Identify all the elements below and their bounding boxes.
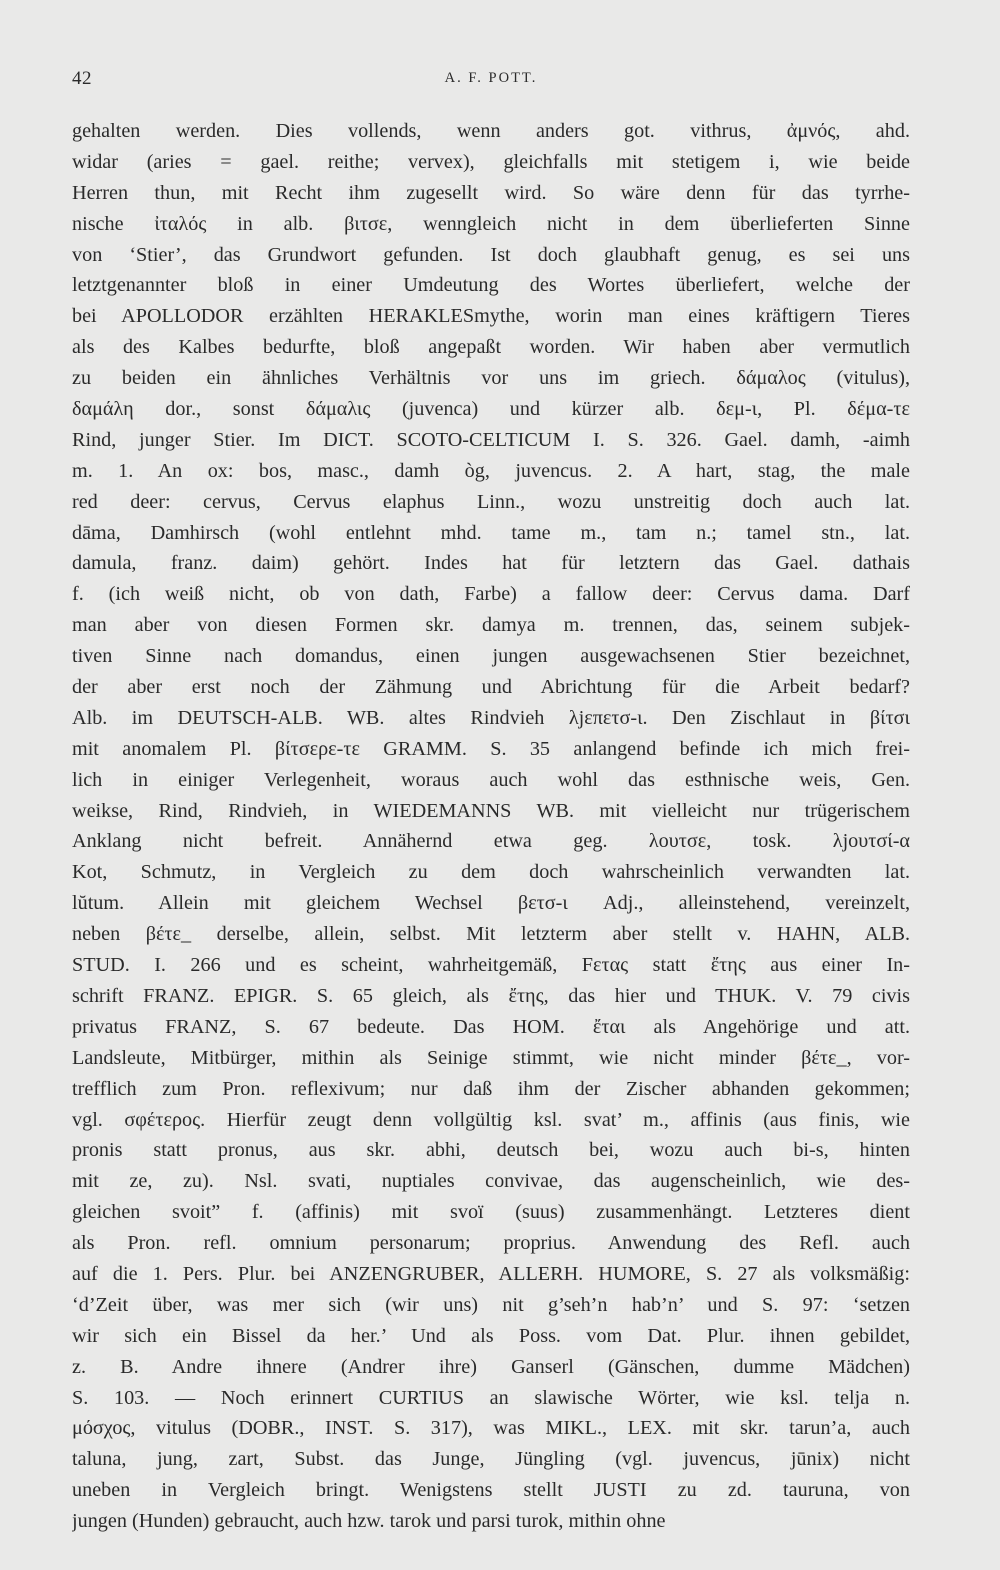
text-line: taluna, jung, zart, Subst. das Junge, Jüngling (vgl. juvencus, jūnix) nicht — [72, 1448, 910, 1471]
text-line: als Pron. refl. omnium personarum; proprius. Anwendung des Refl. auch — [72, 1232, 910, 1255]
text-line: ‘d’Zeit über, was mer sich (wir uns) nit g’seh’n hab’n’ und S. 97: ‘setzen — [72, 1293, 910, 1316]
text-line: damula, franz. daim) gehört. Indes hat für letztern das Gael. dathais — [72, 552, 910, 575]
text-line: von ‘Stier’, das Grundwort gefunden. Ist doch glaubhaft genug, es sei uns — [72, 243, 910, 266]
text-line: widar (aries = gael. reithe; vervex), gleichfalls mit stetigem i, wie beide — [72, 150, 910, 173]
page-header — [72, 68, 910, 98]
text-line: schrift FRANZ. EPIGR. S. 65 gleich, als ἔτης, das hier und THUK. V. 79 civis — [72, 984, 910, 1007]
text-line: STUD. I. 266 und es scheint, wahrheitgemäß, Fετας statt ἔτης aus einer In- — [72, 954, 910, 977]
text-line: S. 103. — Noch erinnert CURTIUS an slawische Wörter, wie ksl. telja n. — [72, 1386, 910, 1409]
text-line: Herren thun, mit Recht ihm zugesellt wird. So wäre denn für das tyrrhe- — [72, 181, 910, 204]
text-line: tiven Sinne nach domandus, einen jungen ausgewachsenen Stier bezeichnet, — [72, 645, 910, 668]
text-line: Alb. im DEUTSCH-ALB. WB. altes Rindvieh λjεπετσ-ι. Den Zischlaut in βίτσι — [72, 706, 910, 729]
text-line: dāma, Damhirsch (wohl entlehnt mhd. tame m., tam n.; tamel stn., lat. — [72, 521, 910, 544]
text-line: nische ἰταλός in alb. βιτσε, wenngleich nicht in dem überlieferten Sinne — [72, 212, 910, 235]
text-line: zu beiden ein ähnliches Verhältnis vor uns im griech. δάμαλος (vitulus), — [72, 367, 910, 390]
text-line: gehalten werden. Dies vollends, wenn anders got. vithrus, ἀμνός, ahd. — [72, 120, 910, 142]
text-line: weikse, Rind, Rindvieh, in WIEDEMANNS WB. mit vielleicht nur trügerischem — [72, 799, 910, 822]
text-line: vgl. σφέτερος. Hierfür zeugt denn vollgültig ksl. svat’ m., affinis (aus finis, wie — [72, 1108, 910, 1131]
text-line: δαμάλη dor., sonst δάμαλις (juvenca) und kürzer alb. δεμ-ι, Pl. δέμα-τε — [72, 398, 910, 421]
text-line: der aber erst noch der Zähmung und Abrichtung für die Arbeit bedarf? — [72, 676, 910, 699]
text-line: jungen (Hunden) gebraucht, auch hzw. tarok und parsi turok, mithin ohne — [72, 1510, 666, 1533]
text-line: bei APOLLODOR erzählten HERAKLESmythe, worin man eines kräftigern Tieres — [72, 305, 910, 328]
text-line: Anklang nicht befreit. Annähernd etwa geg. λουτσε, tosk. λjουτσί-α — [72, 830, 910, 853]
running-title: A. F. POTT. — [444, 70, 538, 86]
text-line: letztgenannter bloß in einer Umdeutung des Wortes überliefert, welche der — [72, 274, 910, 297]
text-line: als des Kalbes bedurfte, bloß angepaßt worden. Wir haben aber vermutlich — [72, 336, 910, 359]
text-line: auf die 1. Pers. Plur. bei ANZENGRUBER, ALLERH. HUMORE, S. 27 als volksmäßig: — [72, 1262, 910, 1285]
text-line: Kot, Schmutz, in Vergleich zu dem doch wahrscheinlich verwandten lat. — [72, 861, 910, 884]
text-line: z. B. Andre ihnere (Andrer ihre) Ganserl (Gänschen, dumme Mädchen) — [72, 1355, 910, 1378]
text-line: gleichen svoit” f. (affinis) mit svoï (suus) zusammenhängt. Letzteres dient — [72, 1201, 910, 1224]
text-line: neben βέτε_ derselbe, allein, selbst. Mit letzterm aber stellt v. HAHN, ALB. — [72, 923, 910, 946]
text-line: lich in einiger Verlegenheit, woraus auch wohl das esthnische weis, Gen. — [72, 768, 910, 791]
text-line: trefflich zum Pron. reflexivum; nur daß ihm der Zischer abhanden gekommen; — [72, 1077, 910, 1100]
body-text — [72, 116, 910, 1537]
text-line: mit ze, zu). Nsl. svati, nuptiales convivae, das augenscheinlich, wie des- — [72, 1170, 910, 1193]
page-number: 42 — [72, 68, 92, 89]
text-line: μόσχος, vitulus (DOBR., INST. S. 317), was MIKL., LEX. mit skr. tarun’a, auch — [72, 1417, 910, 1440]
text-line: wir sich ein Bissel da her.’ Und als Poss. vom Dat. Plur. ihnen gebildet, — [72, 1324, 910, 1347]
text-line: uneben in Vergleich bringt. Wenigstens stellt JUSTI zu zd. tauruna, von — [72, 1479, 910, 1502]
text-line: m. 1. An ox: bos, masc., damh òg, juvencus. 2. A hart, stag, the male — [72, 459, 910, 482]
text-line: Landsleute, Mitbürger, mithin als Seinige stimmt, wie nicht minder βέτε_, vor- — [72, 1046, 910, 1069]
text-line: privatus FRANZ, S. 67 bedeute. Das HOM. ἔται als Angehörige und att. — [72, 1015, 910, 1038]
text-line: Rind, junger Stier. Im DICT. SCOTO-CELTICUM I. S. 326. Gael. damh, -aimh — [72, 428, 910, 451]
text-line: f. (ich weiß nicht, ob von dath, Farbe) a fallow deer: Cervus dama. Darf — [72, 583, 910, 606]
text-line: man aber von diesen Formen skr. damya m. trennen, das, seinem subjek- — [72, 614, 910, 637]
text-line: pronis statt pronus, aus skr. abhi, deutsch bei, wozu auch bi-s, hinten — [72, 1139, 910, 1162]
text-line: lŭtum. Allein mit gleichem Wechsel βετσ-ι Adj., alleinstehend, vereinzelt, — [72, 892, 910, 915]
text-line: red deer: cervus, Cervus elaphus Linn., wozu unstreitig doch auch lat. — [72, 490, 910, 513]
text-line: mit anomalem Pl. βίτσερε-τε GRAMM. S. 35 anlangend befinde ich mich frei- — [72, 737, 910, 760]
